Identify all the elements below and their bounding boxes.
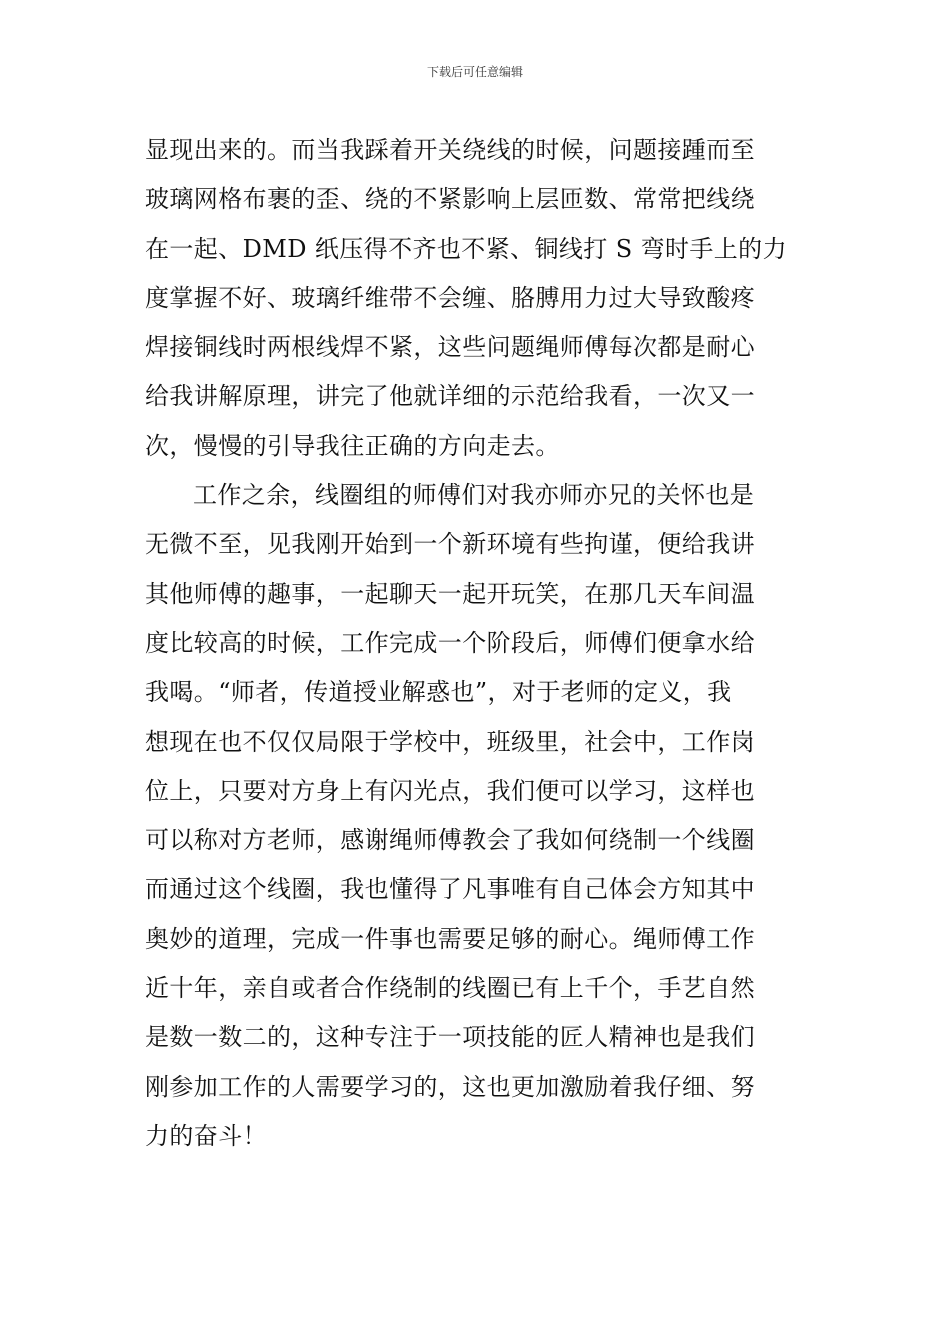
- text-line: 次，慢慢的引导我往正确的方向走去。: [145, 431, 560, 460]
- text-line: 玻璃网格布裹的歪、绕的不紧影响上层匝数、常常把线绕: [145, 185, 755, 214]
- page-header: 下载后可任意编辑: [426, 65, 523, 79]
- text-line: 其他师傅的趣事，一起聊天一起开玩笑，在那几天车间温: [145, 579, 755, 608]
- text-line: 在一起、DMD 纸压得不齐也不紧、铜线打 S 弯时手上的力: [145, 234, 787, 263]
- text-line-first-indented: 工作之余，线圈组的师傅们对我亦师亦兄的关怀也是: [193, 481, 755, 510]
- text-line: 力的奋斗！: [145, 1121, 267, 1150]
- text-line: 我喝。“师者，传道授业解惑也”，对于老师的定义，我: [145, 678, 732, 707]
- text-line: 近十年，亲自或者合作绕制的线圈已有上千个，手艺自然: [145, 974, 755, 1003]
- text-line: 度掌握不好、玻璃纤维带不会缠、胳膊用力过大导致酸疼: [145, 283, 755, 312]
- text-line: 度比较高的时候，工作完成一个阶段后，师傅们便拿水给: [145, 628, 755, 657]
- text-line: 奥妙的道理，完成一件事也需要足够的耐心。绳师傅工作: [145, 924, 755, 953]
- text-line: 焊接铜线时两根线焊不紧，这些问题绳师傅每次都是耐心: [145, 333, 755, 362]
- text-line: 位上，只要对方身上有闪光点，我们便可以学习，这样也: [145, 776, 755, 805]
- text-line: 显现出来的。而当我踩着开关绕线的时候，问题接踵而至: [145, 136, 755, 164]
- text-line: 而通过这个线圈，我也懂得了凡事唯有自己体会方知其中: [145, 875, 755, 904]
- paragraph-1: [145, 126, 825, 471]
- text-line: 无微不至，见我刚开始到一个新环境有些拘谨，便给我讲: [145, 530, 755, 559]
- text-line: 可以称对方老师，感谢绳师傅教会了我如何绕制一个线圈: [145, 826, 755, 855]
- document-body: [145, 126, 825, 1161]
- text-line: 是数一数二的，这种专注于一项技能的匠人精神也是我们: [145, 1023, 755, 1052]
- text-line: 给我讲解原理，讲完了他就详细的示范给我看，一次又一: [145, 382, 755, 411]
- text-line: 想现在也不仅仅局限于学校中，班级里，社会中，工作岗: [145, 727, 755, 756]
- text-line: 刚参加工作的人需要学习的，这也更加激励着我仔细、努: [145, 1072, 755, 1101]
- paragraph-2: [145, 471, 825, 1161]
